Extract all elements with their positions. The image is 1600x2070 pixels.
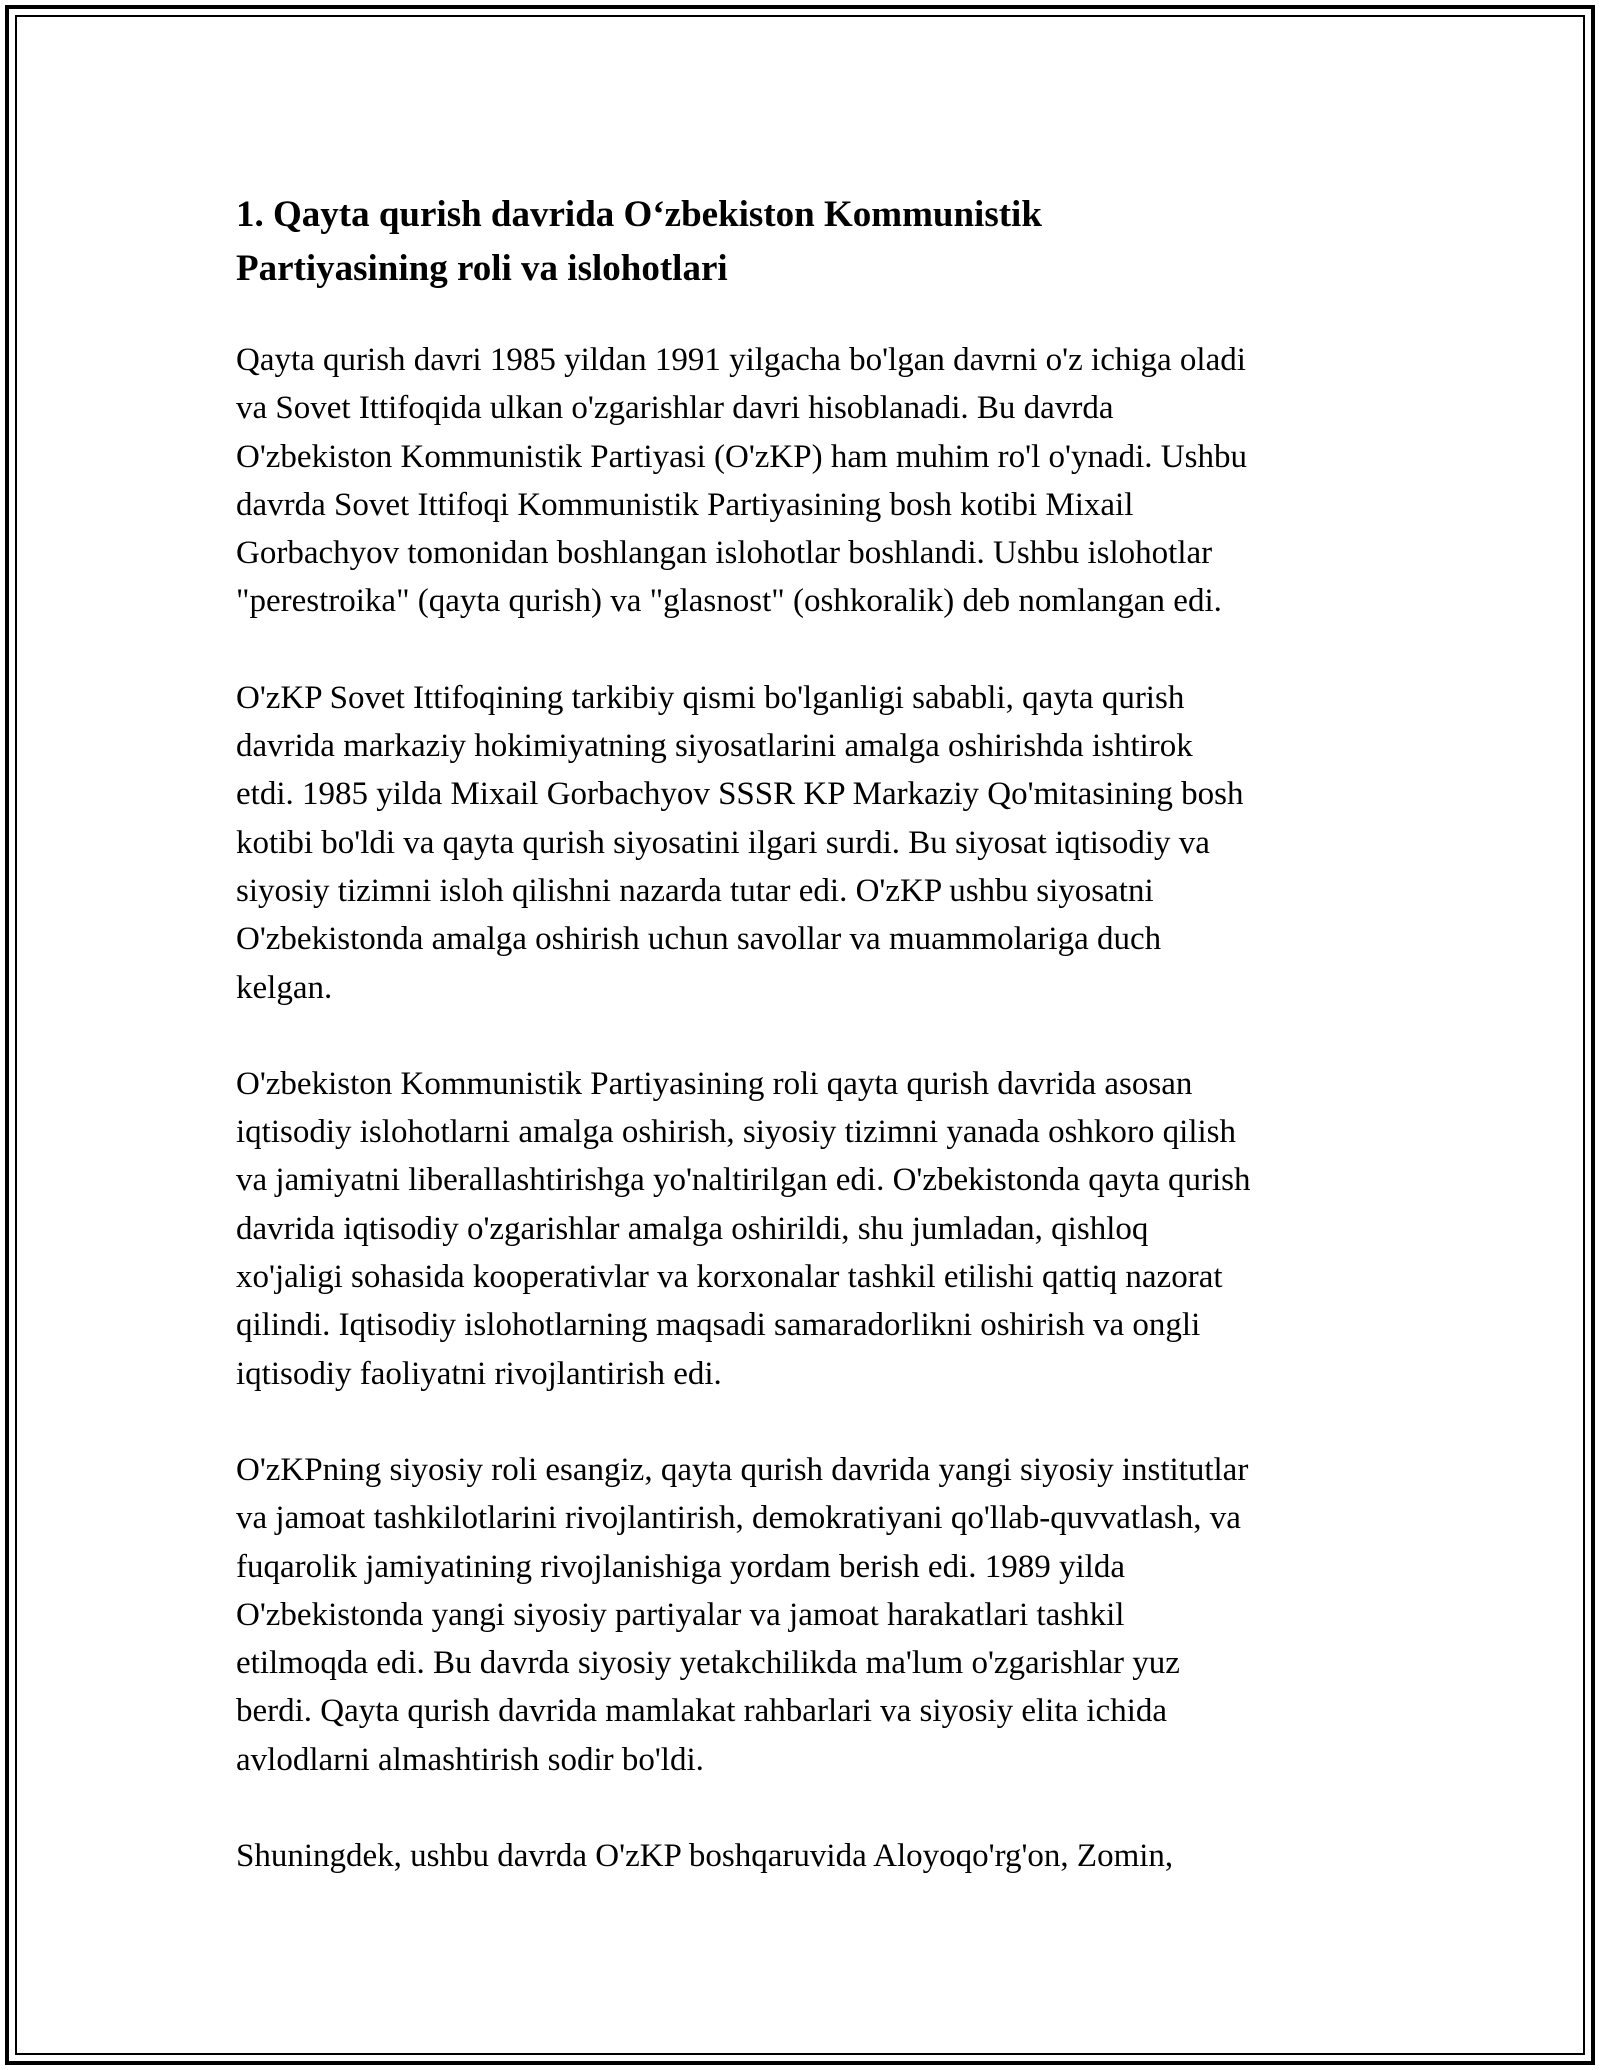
section-heading-line: Partiyasining roli va islohotlari bbox=[236, 248, 728, 289]
paragraph-2 bbox=[236, 674, 1366, 1012]
text-line: O'zbekiston Kommunistik Partiyasining roli qayta qurish davrida asosan bbox=[236, 1065, 1193, 1102]
text-line: xo'jaligi sohasida kooperativlar va korxonalar tashkil etilishi qattiq nazorat bbox=[236, 1259, 1223, 1296]
document-body bbox=[236, 188, 1366, 1928]
paragraph-3 bbox=[236, 1060, 1366, 1398]
text-line: iqtisodiy faoliyatni rivojlantirish edi. bbox=[236, 1355, 722, 1392]
text-line: kotibi bo'ldi va qayta qurish siyosatini ilgari surdi. Bu siyosat iqtisodiy va bbox=[236, 824, 1210, 861]
text-line: Gorbachyov tomonidan boshlangan islohotlar boshlandi. Ushbu islohotlar bbox=[236, 535, 1213, 572]
section-heading-line: 1. Qayta qurish davrida O‘zbekiston Kommunistik bbox=[236, 194, 1042, 235]
text-line: berdi. Qayta qurish davrida mamlakat rahbarlari va siyosiy elita ichida bbox=[236, 1693, 1168, 1730]
text-line: va Sovet Ittifoqida ulkan o'zgarishlar davri hisoblanadi. Bu davrda bbox=[236, 390, 1114, 427]
text-line: davrida iqtisodiy o'zgarishlar amalga oshirildi, shu jumladan, qishloq bbox=[236, 1210, 1149, 1247]
text-line: O'zKPning siyosiy roli esangiz, qayta qurish davrida yangi siyosiy institutlar bbox=[236, 1451, 1249, 1488]
paragraph-4 bbox=[236, 1446, 1366, 1784]
text-line: siyosiy tizimni isloh qilishni nazarda tutar edi. O'zKP ushbu siyosatni bbox=[236, 872, 1154, 909]
text-line: va jamoat tashkilotlarini rivojlantirish, demokratiyani qo'llab-quvvatlash, va bbox=[236, 1500, 1241, 1537]
text-line: va jamiyatni liberallashtirishga yo'naltirilgan edi. O'zbekistonda qayta qurish bbox=[236, 1162, 1251, 1199]
text-line: kelgan. bbox=[236, 969, 333, 1006]
text-line: etilmoqda edi. Bu davrda siyosiy yetakchilikda ma'lum o'zgarishlar yuz bbox=[236, 1645, 1180, 1682]
text-line: iqtisodiy islohotlarni amalga oshirish, siyosiy tizimni yanada oshkoro qilish bbox=[236, 1114, 1237, 1151]
section-heading bbox=[236, 188, 1366, 296]
text-line: "perestroika" (qayta qurish) va "glasnost" (oshkoralik) deb nomlangan edi. bbox=[236, 583, 1222, 620]
text-line: O'zKP Sovet Ittifoqining tarkibiy qismi bo'lganligi sababli, qayta qurish bbox=[236, 679, 1185, 716]
paragraph-5 bbox=[236, 1832, 1366, 1880]
text-line: davrida markaziy hokimiyatning siyosatlarini amalga oshirishda ishtirok bbox=[236, 728, 1193, 765]
text-line: Shuningdek, ushbu davrda O'zKP boshqaruvida Aloyoqo'rg'on, Zomin, bbox=[236, 1838, 1174, 1875]
paragraph-1 bbox=[236, 336, 1366, 626]
text-line: avlodlarni almashtirish sodir bo'ldi. bbox=[236, 1741, 704, 1778]
text-line: O'zbekistonda yangi siyosiy partiyalar va jamoat harakatlari tashkil bbox=[236, 1596, 1125, 1633]
text-line: etdi. 1985 yilda Mixail Gorbachyov SSSR KP Markaziy Qo'mitasining bosh bbox=[236, 776, 1244, 813]
text-line: O'zbekistonda amalga oshirish uchun savollar va muammolariga duch bbox=[236, 921, 1162, 958]
text-line: fuqarolik jamiyatining rivojlanishiga yordam berish edi. 1989 yilda bbox=[236, 1548, 1125, 1585]
text-line: Qayta qurish davri 1985 yildan 1991 yilgacha bo'lgan davrni o'z ichiga oladi bbox=[236, 342, 1246, 378]
text-line: davrda Sovet Ittifoqi Kommunistik Partiyasining bosh kotibi Mixail bbox=[236, 486, 1134, 523]
text-line: O'zbekiston Kommunistik Partiyasi (O'zKP) ham muhim ro'l o'ynadi. Ushbu bbox=[236, 438, 1247, 475]
text-line: qilindi. Iqtisodiy islohotlarning maqsadi samaradorlikni oshirish va ongli bbox=[236, 1307, 1201, 1344]
